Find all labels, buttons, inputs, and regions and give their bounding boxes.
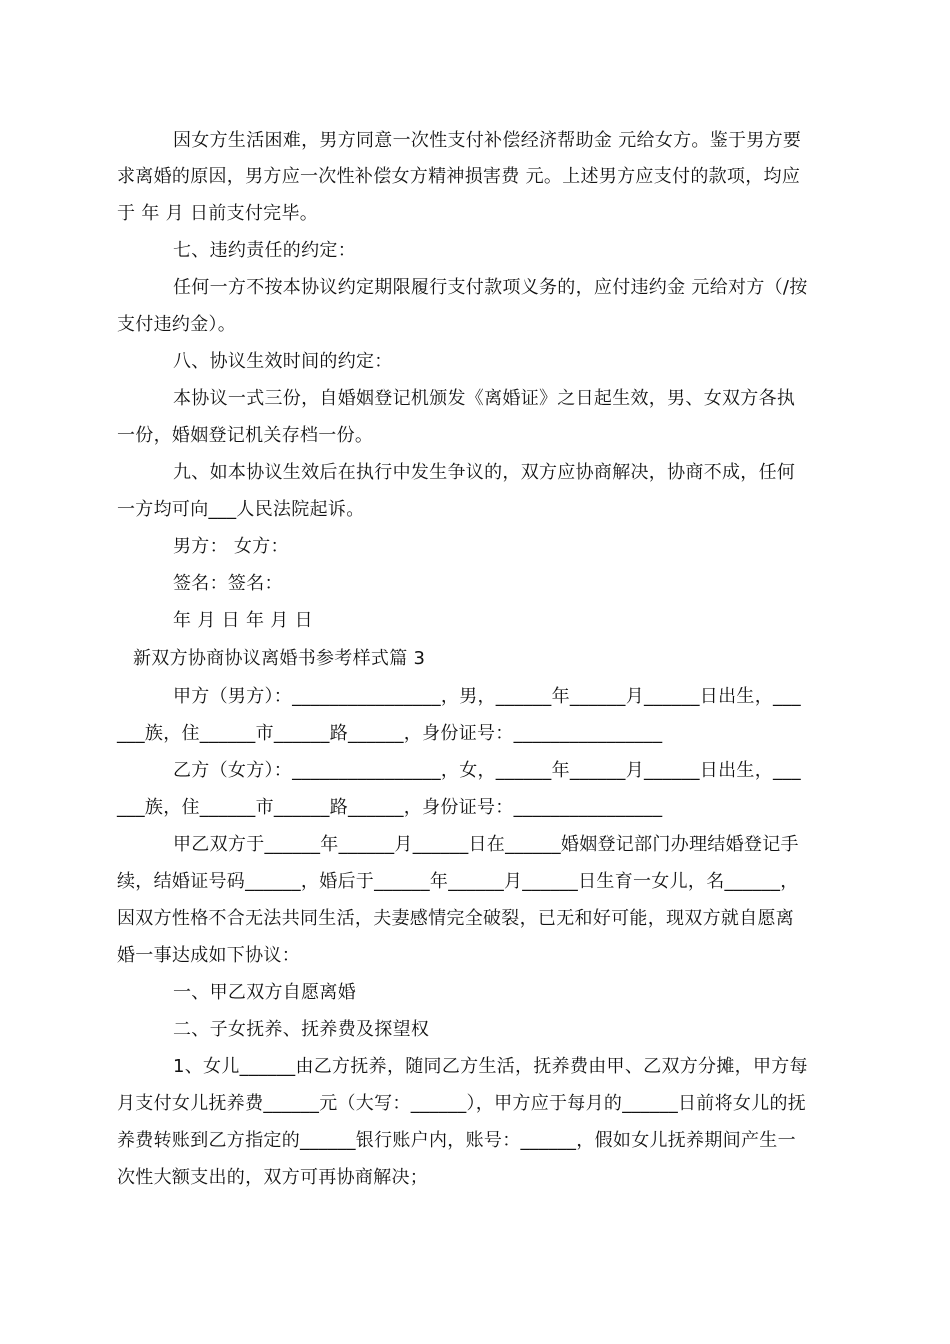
text-line: 婚一事达成如下协议： [117, 945, 300, 966]
text-line: 九、如本协议生效后在执行中发生争议的，双方应协商解决，协商不成，任何 [173, 462, 796, 483]
document-title: 新双方协商协议离婚书参考样式篇 3 [133, 648, 426, 669]
text-line: 甲乙双方于______年______月______日在______婚姻登记部门办理结婚登记手 [173, 834, 799, 855]
text-line: 支付违约金）。 [117, 314, 237, 335]
text-line: ___族，住______市______路______，身份证号：________________ [117, 723, 663, 744]
text-line: 本协议一式三份，自婚姻登记机颁发《离婚证》之日起生效，男、女双方各执 [173, 388, 796, 409]
text-line: 求离婚的原因，男方应一次性补偿女方精神损害费 元。上述男方应支付的款项，均应 [117, 166, 801, 187]
text-line: 续，结婚证号码______，婚后于______年______月______日生育一女儿，名______， [117, 871, 799, 892]
text-line: 次性大额支出的，双方可再协商解决； [117, 1167, 429, 1188]
text-line: 乙方（女方）：________________，女，______年______月______日出生，___ [173, 760, 801, 781]
text-line: 因双方性格不合无法共同生活，夫妻感情完全破裂，已无和好可能，现双方就自愿离 [117, 908, 795, 929]
signature-parties: 男方： 女方： [173, 536, 289, 557]
section-heading: 七、违约责任的约定： [173, 240, 356, 261]
text-line: 一份，婚姻登记机关存档一份。 [117, 425, 374, 446]
text-line: 养费转账到乙方指定的______银行账户内，账号：______，假如女儿抚养期间产生一 [117, 1130, 796, 1151]
text-line: 于 年 月 日前支付完毕。 [117, 203, 319, 224]
text-line: 因女方生活困难，男方同意一次性支付补偿经济帮助金 元给女方。鉴于男方要 [173, 130, 802, 151]
text-line: 甲方（男方）：________________，男，______年______月______日出生，___ [173, 686, 801, 707]
text-line: 一方均可向___人民法院起诉。 [117, 499, 365, 520]
text-line: ___族，住______市______路______，身份证号：________________ [117, 797, 663, 818]
text-line: 月支付女儿抚养费______元（大写：______），甲方应于每月的______日前将女儿的抚 [117, 1093, 807, 1114]
text-line: 1、女儿______由乙方抚养，随同乙方生活，抚养费由甲、乙双方分摊，甲方每 [173, 1056, 808, 1077]
signature-names: 签名：签名： [173, 573, 283, 594]
section-heading: 一、甲乙双方自愿离婚 [173, 982, 356, 1003]
section-heading: 二、子女抚养、抚养费及探望权 [173, 1019, 430, 1040]
text-line: 任何一方不按本协议约定期限履行支付款项义务的，应付违约金 元给对方（/按 [173, 277, 808, 298]
section-heading: 八、协议生效时间的约定： [173, 351, 393, 372]
signature-dates: 年 月 日 年 月 日 [173, 610, 313, 631]
